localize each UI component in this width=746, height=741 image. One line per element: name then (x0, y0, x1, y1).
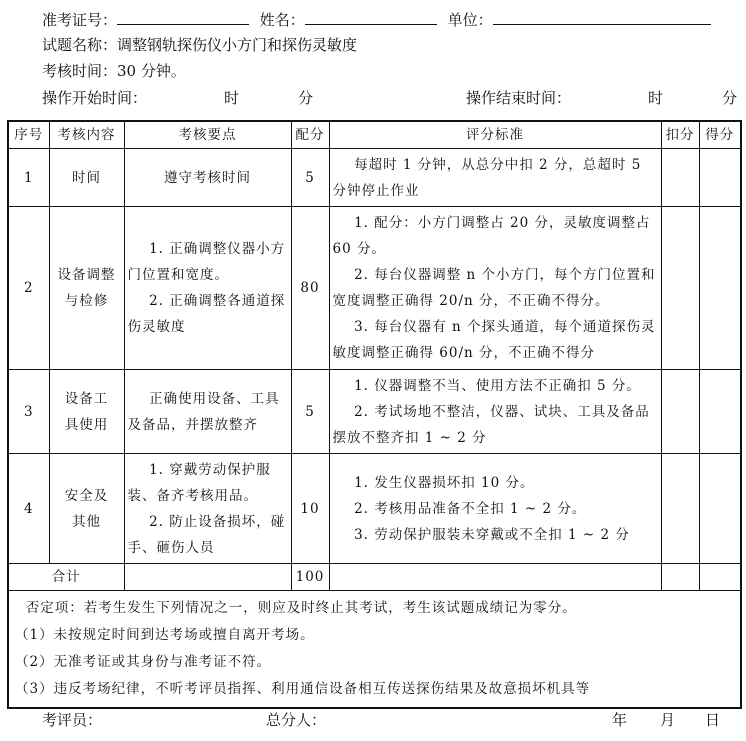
criteria-item: 1. 配分：小方门调整占 20 分，灵敏度调整占 60 分。 (332, 215, 651, 257)
table-row (8, 149, 741, 207)
row-criteria (329, 454, 661, 564)
end-minute: 分 (722, 89, 738, 107)
day-label: 日 (705, 711, 721, 729)
point-item: 2. 防止设备损坏，碰手、砸伤人员 (127, 513, 286, 556)
name-field[interactable] (305, 6, 437, 25)
veto-item: （1）未按规定时间到达考场或擅自离开考场。 (15, 627, 315, 643)
score-cell[interactable] (699, 370, 741, 454)
total-label: 合计 (8, 564, 124, 591)
deduct-cell[interactable] (661, 370, 699, 454)
total-score: 100 (291, 564, 329, 591)
row-score: 5 (291, 149, 329, 207)
row-criteria (329, 370, 661, 454)
name-label: 姓名： (259, 11, 305, 29)
unit-field[interactable] (493, 6, 711, 25)
row-criteria (329, 207, 661, 370)
row-score: 5 (291, 370, 329, 454)
table-header (8, 121, 741, 149)
exam-id-label: 准考证号： (42, 11, 118, 29)
col-header: 扣分 (661, 121, 699, 149)
table-row (8, 454, 741, 564)
point-item: 1. 正确调整仪器小方门位置和宽度。 (127, 241, 286, 283)
start-time-label: 操作开始时间： (42, 89, 148, 107)
score-cell[interactable] (699, 564, 741, 591)
point-item: 2. 正确调整各通道探伤灵敏度 (127, 293, 286, 335)
exam-duration: 考核时间：30 分钟。 (42, 62, 186, 80)
deduct-cell[interactable] (661, 454, 699, 564)
score-cell[interactable] (699, 207, 741, 370)
end-hour: 时 (648, 89, 664, 107)
row-no: 3 (8, 370, 49, 454)
veto-intro: 否定项：若考生发生下列情况之一，则应及时终止其考试，考生该试题成绩记为零分。 (25, 600, 577, 616)
end-time-label: 操作结束时间： (466, 89, 572, 107)
col-header: 得分 (699, 121, 741, 149)
row-score: 80 (291, 207, 329, 370)
scorer-label: 总分人： (266, 711, 327, 729)
table-row (8, 370, 741, 454)
row-points: 遵守考核时间 (124, 149, 291, 207)
row-score: 10 (291, 454, 329, 564)
unit-label: 单位： (447, 11, 493, 29)
row-content: 安全及其他 (49, 454, 124, 564)
score-cell[interactable] (699, 454, 741, 564)
row-points (124, 207, 291, 370)
point-item: 1. 穿戴劳动保护服装、备齐考核用品。 (127, 461, 271, 504)
examiner-label: 考评员： (42, 711, 103, 729)
row-content: 设备工具使用 (49, 370, 124, 454)
col-header: 配分 (291, 121, 329, 149)
row-content: 时间 (49, 149, 124, 207)
col-header: 考核内容 (49, 121, 124, 149)
scoring-table (7, 120, 742, 709)
start-minute: 分 (298, 89, 314, 107)
start-hour: 时 (224, 89, 240, 107)
total-row (8, 564, 741, 591)
row-no: 2 (8, 207, 49, 370)
deduct-cell[interactable] (661, 207, 699, 370)
month-label: 月 (660, 711, 676, 729)
table-row (8, 207, 741, 370)
exam-title: 试题名称：调整钢轨探伤仪小方门和探伤灵敏度 (42, 36, 358, 54)
row-points: 正确使用设备、工具及备品，并摆放整齐 (124, 370, 291, 454)
criteria-item: 3. 劳动保护服装未穿戴或不全扣 1 ~ 2 分 (354, 526, 630, 543)
row-content: 设备调整与检修 (49, 207, 124, 370)
deduct-cell[interactable] (661, 149, 699, 207)
veto-notes (8, 591, 741, 709)
row-no: 1 (8, 149, 49, 207)
identity-line (42, 6, 711, 32)
row-criteria: 每超时 1 分钟，从总分中扣 2 分，总超时 5 分钟停止作业 (329, 149, 661, 207)
row-no: 4 (8, 454, 49, 564)
criteria-item: 2. 考核用品准备不全扣 1 ~ 2 分。 (354, 500, 587, 517)
deduct-cell[interactable] (661, 564, 699, 591)
veto-item: （2）无准考证或其身份与准考证不符。 (15, 654, 272, 670)
criteria-item: 3. 每台仪器有 n 个探头通道，每个通道探伤灵敏度调整正确得 60/n 分，不正确不得分 (332, 319, 656, 361)
veto-item: （3）违反考场纪律，不听考评员指挥、利用通信设备相互传送探伤结果及故意损坏机具等 (15, 681, 591, 697)
score-cell[interactable] (699, 149, 741, 207)
criteria-item: 1. 仪器调整不当、使用方法不正确扣 5 分。 (354, 377, 641, 394)
row-points (124, 454, 291, 564)
col-header: 序号 (8, 121, 49, 149)
year-label: 年 (612, 711, 628, 729)
exam-id-field[interactable] (117, 6, 249, 25)
col-header: 评分标准 (329, 121, 661, 149)
criteria-item: 2. 考试场地不整洁，仪器、试块、工具及备品摆放不整齐扣 1 ~ 2 分 (332, 403, 650, 446)
col-header: 考核要点 (124, 121, 291, 149)
criteria-item: 2. 每台仪器调整 n 个小方门，每个方门位置和宽度调整正确得 20/n 分，不正确不得分。 (332, 267, 656, 309)
criteria-item: 1. 发生仪器损坏扣 10 分。 (354, 474, 535, 491)
